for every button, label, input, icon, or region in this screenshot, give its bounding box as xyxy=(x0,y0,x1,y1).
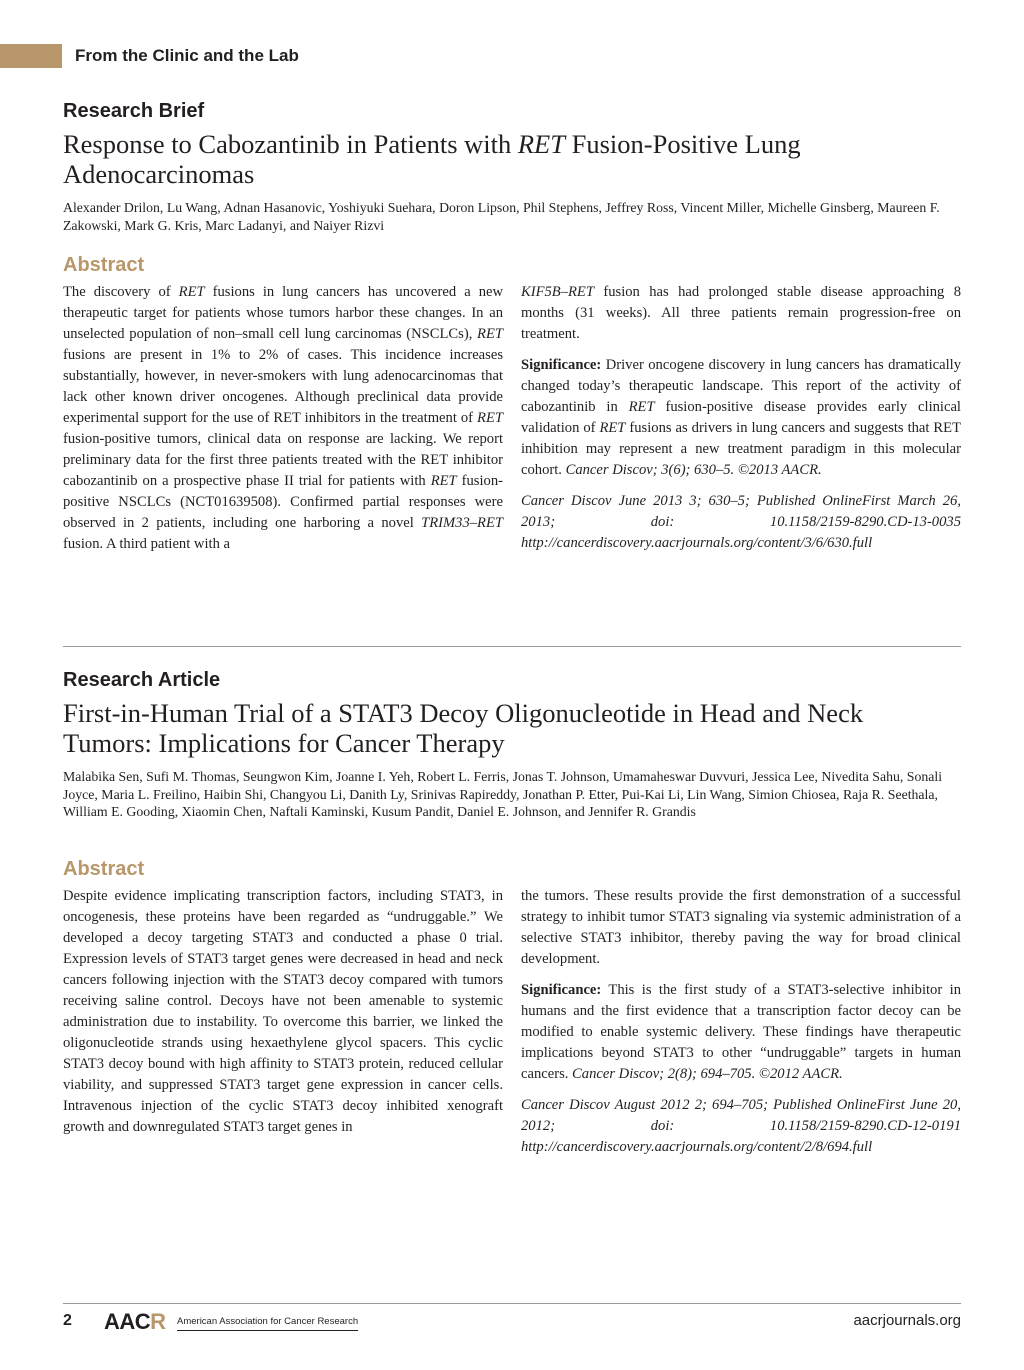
gene-name: RET xyxy=(477,326,503,342)
gene-name: KIF5B–RET xyxy=(521,284,594,300)
gene-name: RET xyxy=(599,420,626,436)
article2-abstract-right xyxy=(521,886,961,1158)
significance-reference: Cancer Discov; 2(8); 694–705. ©2012 AACR. xyxy=(572,1066,843,1082)
article2-authors: Malabika Sen, Sufi M. Thomas, Seungwon Kim, Joanne I. Yeh, Robert L. Ferris, Jonas T. Johnson, Umamaheswar Duvvuri, Jessica Lee, Nivedita Sahu, Sonali Joyce, Maria L. Freilino, Haibin Shi, Changyou Li, Danith Ly, Srinivas Rapireddy, Jonathan P. Etter, Pui-Kai Li, Lin Wang, Simion Chiosea, Raja R. Seethala, William E. Gooding, Xiaomin Chen, Naftali Kaminski, Kusum Pandit, Daniel E. Johnson, and Jennifer R. Grandis xyxy=(63,769,943,819)
article1-authors: Alexander Drilon, Lu Wang, Adnan Hasanovic, Yoshiyuki Suehara, Doron Lipson, Phil Stephens, Jeffrey Ross, Vincent Miller, Michelle Ginsberg, Maureen F. Zakowski, Mark G. Kris, Marc Ladanyi, and Naiyer Rizvi xyxy=(63,200,940,233)
article1-title-post: Fusion-Positive Lung Adenocarcinomas xyxy=(63,129,801,189)
abstract-text-run: fusions in lung cancers has uncovered a new therapeutic target for patients whose tumors harbor these changes. In an unselected population of non–small cell lung carcinomas (NSCLCs), xyxy=(63,284,504,342)
section-color-bar xyxy=(0,44,62,68)
gene-name: RET xyxy=(430,473,457,489)
article1-title-pre: Response to Cabozantinib in Patients with xyxy=(63,129,518,159)
significance-text-run: Driver oncogene discovery in lung cancers has dramatically changed today’s therapeutic landscape. This report of the activity of cabozantinib in xyxy=(521,357,961,415)
gene-name: RET xyxy=(477,410,503,426)
article1-title xyxy=(63,129,943,189)
article2-citation: Cancer Discov August 2012 2; 694–705; Published OnlineFirst June 20, 2012; doi: 10.1158/2159-8290.CD-12-0191 http://cancerdiscovery.aacrjournals.org/content/2/8/694.full xyxy=(521,1097,961,1155)
journal-url: aacrjournals.org xyxy=(853,1312,961,1329)
article1-title-italic: RET xyxy=(517,129,565,159)
significance-text-run: fusion-positive disease provides early clinical validation of xyxy=(521,399,961,436)
article1-abstract-right xyxy=(521,282,961,554)
footer-rule xyxy=(63,1303,961,1304)
abstract-text-run: fusions are present in 1% to 2% of cases. This incidence increases substantially, however, in never-smokers with lung adenocarcinomas that lack other known driver oncogenes. Although preclinical data provide experimental support for the use of RET inhibitors in the treatment of xyxy=(63,347,503,426)
article1-abstract-left xyxy=(63,282,503,555)
article2-kicker: Research Article xyxy=(63,669,221,691)
gene-name: RET xyxy=(178,284,205,300)
significance-reference: Cancer Discov; 3(6); 630–5. ©2013 AACR. xyxy=(565,462,822,478)
article2-abstract-continued: the tumors. These results provide the first demonstration of a successful strategy to inhibit tumor STAT3 signaling via systemic administration of a selective STAT3 inhibitor, thereby paving the way for broad clinical development. xyxy=(521,888,961,967)
abstract-text-run: The discovery of xyxy=(63,284,179,300)
article2-title: First-in-Human Trial of a STAT3 Decoy Oligonucleotide in Head and Neck Tumors: Implications for Cancer Therapy xyxy=(63,698,864,758)
article-divider xyxy=(63,646,961,647)
article1-significance xyxy=(521,355,961,481)
logo-accent-letter: R xyxy=(150,1309,166,1334)
article1-kicker: Research Brief xyxy=(63,100,205,122)
abstract-text-run: fusion-positive NSCLCs (NCT01639508). Confirmed partial responses were observed in 2 patients, including one harboring a novel xyxy=(63,473,503,531)
abstract-text-run: fusion. A third patient with a xyxy=(63,536,231,552)
significance-label: Significance: xyxy=(521,982,602,998)
article2-abstract-text: Despite evidence implicating transcription factors, including STAT3, in oncogenesis, these proteins have been regarded as “undruggable.” We developed a decoy targeting STAT3 and conducted a phase 0 trial. Expression levels of STAT3 target genes were decreased in head and neck cancers following injection with the STAT3 decoy compared with tumors receiving saline control. Decoys have not been amenable to systemic administration due to instability. To overcome this barrier, we linked the oligonucleotide strands using hexaethylene glycol spacers. This cyclic STAT3 decoy bound with high affinity to STAT3 protein, reduced cellular viability, and suppressed STAT3 target gene expression in cancer cells. Intravenous injection of the cyclic STAT3 decoy inhibited xenograft growth and downregulated STAT3 target genes in xyxy=(63,888,503,1135)
article2-abstract-left xyxy=(63,886,503,1138)
article1-abstract-continued xyxy=(521,282,961,345)
gene-name: RET xyxy=(628,399,655,415)
significance-text-run: This is the first study of a STAT3-selective inhibitor in humans and the first evidence that a transcription factor decoy can be modified to enable systemic delivery. These findings have therapeutic implications beyond STAT3 to other “undruggable” targets in human cancers. xyxy=(521,982,961,1082)
organization-name: American Association for Cancer Research xyxy=(177,1315,358,1331)
section-label: From the Clinic and the Lab xyxy=(75,46,299,65)
page-number: 2 xyxy=(63,1312,72,1329)
article2-abstract-heading: Abstract xyxy=(63,858,145,880)
significance-label: Significance: xyxy=(521,357,602,373)
abstract-text-run: fusion-positive tumors, clinical data on response are lacking. We report preliminary data for the first three patients treated with the RET inhibitor cabozantinib on a prospective phase II trial for patients with xyxy=(63,431,503,489)
article1-abstract-heading: Abstract xyxy=(63,254,145,276)
article2-significance xyxy=(521,980,961,1085)
gene-name: TRIM33–RET xyxy=(421,515,503,531)
article1-citation: Cancer Discov June 2013 3; 630–5; Published OnlineFirst March 26, 2013; doi: 10.1158/2159-8290.CD-13-0035 http://cancerdiscovery.aacrjournals.org/content/3/6/630.full xyxy=(521,493,961,551)
article1-abstract-text xyxy=(63,282,503,555)
abstract-text-run: fusion has had prolonged stable disease approaching 8 months (31 weeks). All three patients remain progression-free on treatment. xyxy=(521,284,961,342)
aacr-logo xyxy=(104,1310,166,1334)
significance-text-run: fusions as drivers in lung cancers and suggests that RET inhibition may represent a new treatment paradigm in this molecular cohort. xyxy=(521,420,961,478)
logo-letters: AAC xyxy=(104,1309,151,1334)
